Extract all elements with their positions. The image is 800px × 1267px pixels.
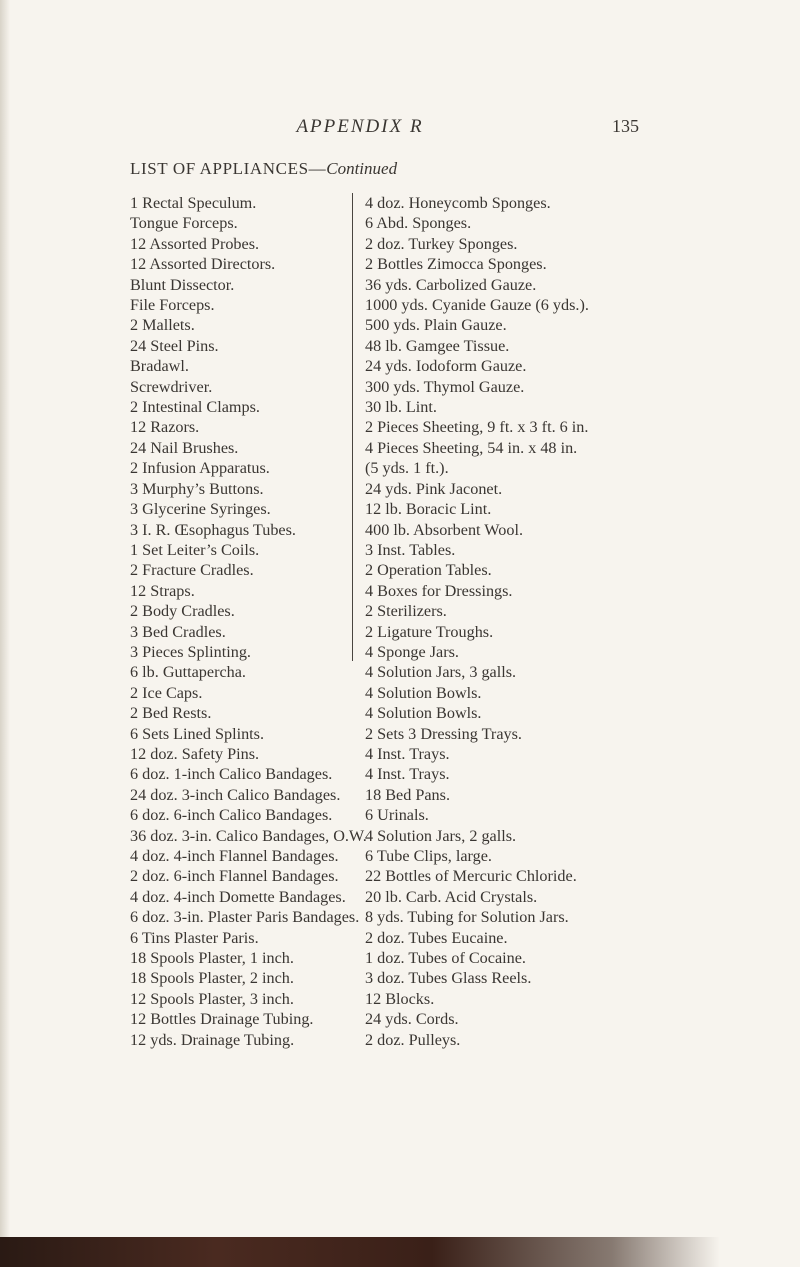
list-item: 1 Rectal Speculum. [130,194,257,212]
list-item: 2 Sterilizers. [365,602,447,621]
list-item: 12 Blocks. [365,989,435,1008]
list-item: 4 Boxes for Dressings. [365,581,513,600]
list-item: 500 yds. Plain Gauze. [365,316,507,335]
running-title: APPENDIX R [296,116,424,137]
list-item: 24 yds. Cords. [365,1010,459,1029]
list-item: 2 Sets 3 Dressing Trays. [365,724,522,743]
appliance-list-left [130,193,367,1050]
list-item: 2 Intestinal Clamps. [130,398,260,417]
list-item: 48 lb. Gamgee Tissue. [365,336,510,355]
list-item: 36 doz. 3-in. Calico Bandages, O.W. [130,826,367,845]
list-item: 3 Bed Cradles. [130,622,226,641]
list-item: (5 yds. 1 ft.). [365,459,449,478]
list-item: 8 yds. Tubing for Solution Jars. [365,908,569,927]
list-item: 2 doz. Pulleys. [365,1030,461,1049]
list-item: 2 Operation Tables. [365,561,492,580]
list-item: 3 Glycerine Syringes. [130,500,271,519]
list-item: 12 doz. Safety Pins. [130,744,260,763]
list-item: 24 doz. 3-inch Calico Bandages. [130,785,341,804]
list-item: 2 doz. Tubes Eucaine. [365,928,508,947]
list-item: 12 Straps. [130,581,195,600]
list-item: 6 doz. 6-inch Calico Bandages. [130,806,333,825]
list-item: 18 Spools Plaster, 2 inch. [130,969,294,988]
list-item: 22 Bottles of Mercuric Chloride. [365,867,577,886]
page-bottom-edge [0,1237,720,1267]
list-item: 2 Ice Caps. [130,683,203,702]
list-item: 24 Nail Brushes. [130,438,239,457]
list-item: 2 Fracture Cradles. [130,561,254,580]
list-item: 36 yds. Carbolized Gauze. [365,275,537,294]
list-item: 6 Tube Clips, large. [365,847,492,865]
list-item: 12 Razors. [130,418,200,437]
list-item: 300 yds. Thymol Gauze. [365,377,525,396]
list-item: 3 I. R. Œsophagus Tubes. [130,520,296,539]
list-item: 1000 yds. Cyanide Gauze (6 yds.). [365,296,589,315]
list-item: 4 doz. 4-inch Domette Bandages. [130,887,346,906]
appliance-list-right [352,193,685,1049]
list-item: 3 doz. Tubes Glass Reels. [365,969,532,988]
list-item: 2 doz. 6-inch Flannel Bandages. [130,867,339,886]
section-title-text: LIST OF APPLIANCES— [130,159,327,178]
list-item: 2 Ligature Troughs. [365,622,494,641]
list-item: 400 lb. Absorbent Wool. [365,520,524,539]
list-item: 2 Infusion Apparatus. [130,459,270,478]
running-head [0,116,800,146]
list-item: 6 lb. Guttapercha. [130,663,246,682]
list-item: Screwdriver. [130,377,213,396]
list-item: File Forceps. [130,296,215,315]
list-item: 6 doz. 1-inch Calico Bandages. [130,765,333,784]
list-item: 4 Inst. Trays. [365,765,450,784]
list-item: 18 Spools Plaster, 1 inch. [130,949,294,968]
page-number: 135 [612,116,639,136]
list-item: 1 doz. Tubes of Cocaine. [365,949,526,968]
section-title-continued: Continued [326,159,398,178]
list-item: 4 Solution Bowls. [365,704,482,723]
list-item: 6 Tins Plaster Paris. [130,928,259,947]
list-item: 4 Sponge Jars. [365,642,459,661]
list-item: Tongue Forceps. [130,214,238,233]
list-item: 24 Steel Pins. [130,336,219,355]
list-item: Blunt Dissector. [130,275,235,294]
list-item: 4 doz. Honeycomb Sponges. [365,194,551,212]
list-item: 2 Bed Rests. [130,704,212,723]
list-item: 4 Solution Jars, 2 galls. [365,826,517,845]
list-item: 2 Body Cradles. [130,602,235,621]
list-item: 4 Pieces Sheeting, 54 in. x 48 in. [365,438,578,457]
list-item: 12 lb. Boracic Lint. [365,500,492,519]
list-item: 12 Assorted Directors. [130,255,276,274]
list-item: 20 lb. Carb. Acid Crystals. [365,887,538,906]
list-item: 4 Solution Bowls. [365,683,482,702]
list-item: 2 Pieces Sheeting, 9 ft. x 3 ft. 6 in. [365,418,589,437]
list-item: 24 yds. Pink Jaconet. [365,479,503,498]
list-item: 3 Pieces Splinting. [130,642,251,661]
list-item: 6 Abd. Sponges. [365,214,472,233]
list-item: 12 Bottles Drainage Tubing. [130,1010,314,1029]
list-item: 12 Spools Plaster, 3 inch. [130,989,294,1008]
list-item: 6 doz. 3-in. Plaster Paris Bandages. [130,908,360,927]
list-item: 24 yds. Iodoform Gauze. [365,357,527,376]
list-item: 4 doz. 4-inch Flannel Bandages. [130,847,339,865]
list-item: Bradawl. [130,357,189,376]
list-item: 12 Assorted Probes. [130,234,260,253]
list-item: 30 lb. Lint. [365,398,437,417]
list-item: 2 doz. Turkey Sponges. [365,234,518,253]
list-item: 4 Solution Jars, 3 galls. [365,663,517,682]
section-title [130,159,397,179]
list-item: 2 Mallets. [130,316,195,335]
list-item: 6 Urinals. [365,806,429,825]
list-item: 18 Bed Pans. [365,785,450,804]
list-item: 1 Set Leiter’s Coils. [130,540,260,559]
page-gutter-shadow [0,0,10,1237]
list-item: 4 Inst. Trays. [365,744,450,763]
list-item: 12 yds. Drainage Tubing. [130,1030,295,1049]
list-item: 6 Sets Lined Splints. [130,724,265,743]
list-item: 2 Bottles Zimocca Sponges. [365,255,547,274]
list-item: 3 Inst. Tables. [365,540,456,559]
list-item: 3 Murphy’s Buttons. [130,479,264,498]
